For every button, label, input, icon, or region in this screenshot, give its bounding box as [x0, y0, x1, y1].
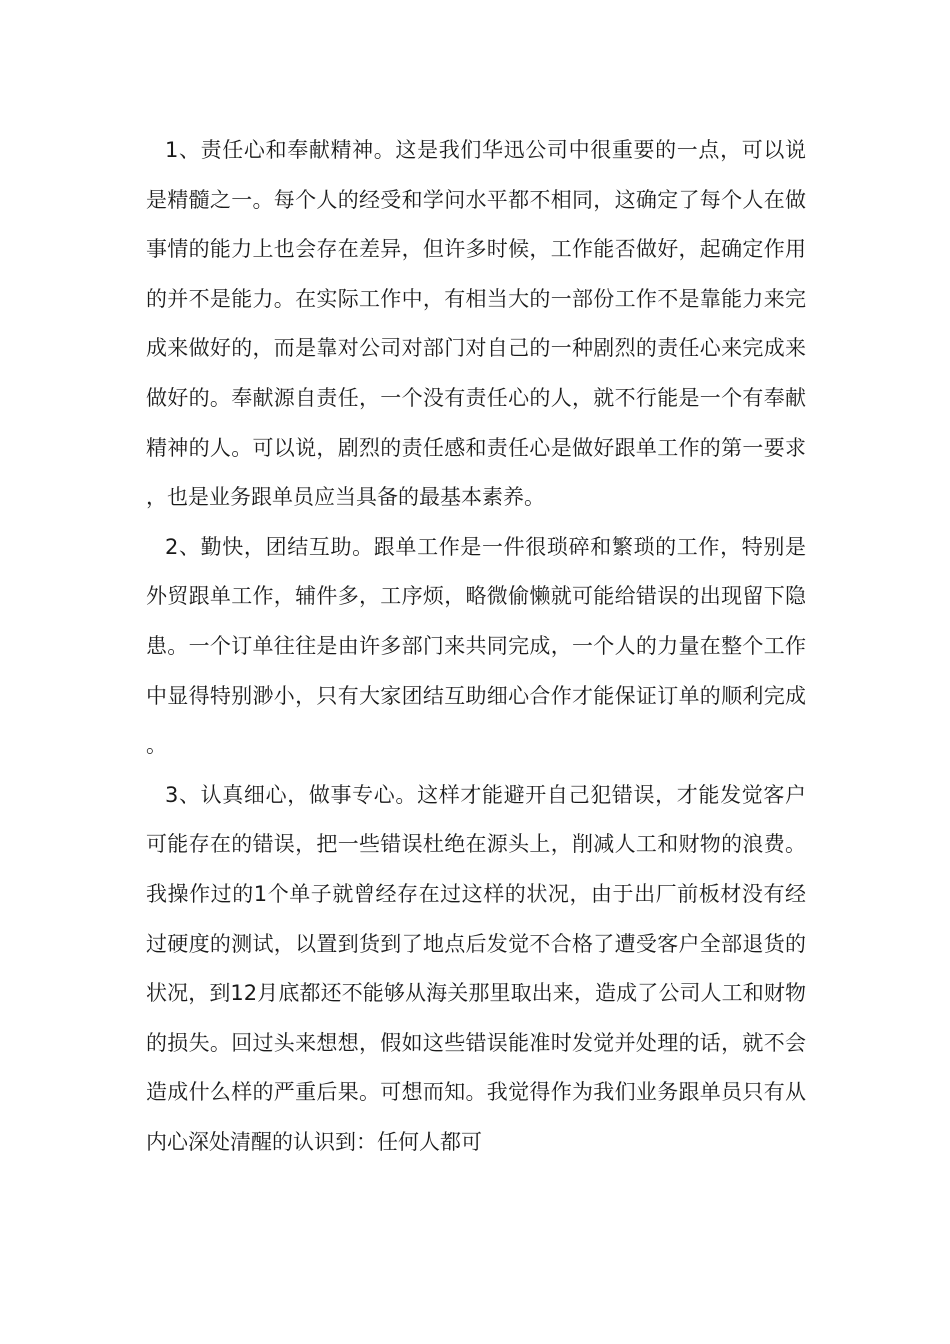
- document-body: [146, 126, 806, 1167]
- paragraph-2: 2、勤快，团结互助。跟单工作是一件很琐碎和繁琐的工作，特别是外贸跟单工作，辅件多，工序烦，略微偷懒就可能给错误的出现留下隐患。一个订单往往是由许多部门来共同完成，一个人的力量在整个工作中显得特别渺小，只有大家团结互助细心合作才能保证订单的顺利完成。: [146, 534, 806, 758]
- paragraph-3: 3、认真细心，做事专心。这样才能避开自己犯错误，才能发觉客户可能存在的错误，把一些错误杜绝在源头上，削减人工和财物的浪费。我操作过的1个单子就曾经存在过这样的状况，由于出厂前板材没有经过硬度的测试，以置到货到了地点后发觉不合格了遭受客户全部退货的状况，到12月底都还不能够从海关那里取出来，造成了公司人工和财物的损失。回过头来想想，假如这些错误能准时发觉并处理的话，就不会造成什么样的严重后果。可想而知。我觉得作为我们业务跟单员只有从内心深处清醒的认识到：任何人都可: [146, 782, 806, 1154]
- paragraph-1: 1、责任心和奉献精神。这是我们华迅公司中很重要的一点，可以说是精髓之一。每个人的经受和学问水平都不相同，这确定了每个人在做事情的能力上也会存在差异，但许多时候，工作能否做好，起确定作用的并不是能力。在实际工作中，有相当大的一部份工作不是靠能力来完成来做好的，而是靠对公司对部门对自己的一种剧烈的责任心来完成来做好的。奉献源自责任，一个没有责任心的人，就不行能是一个有奉献精神的人。可以说，剧烈的责任感和责任心是做好跟单工作的第一要求，也是业务跟单员应当具备的最基本素养。: [146, 138, 806, 510]
